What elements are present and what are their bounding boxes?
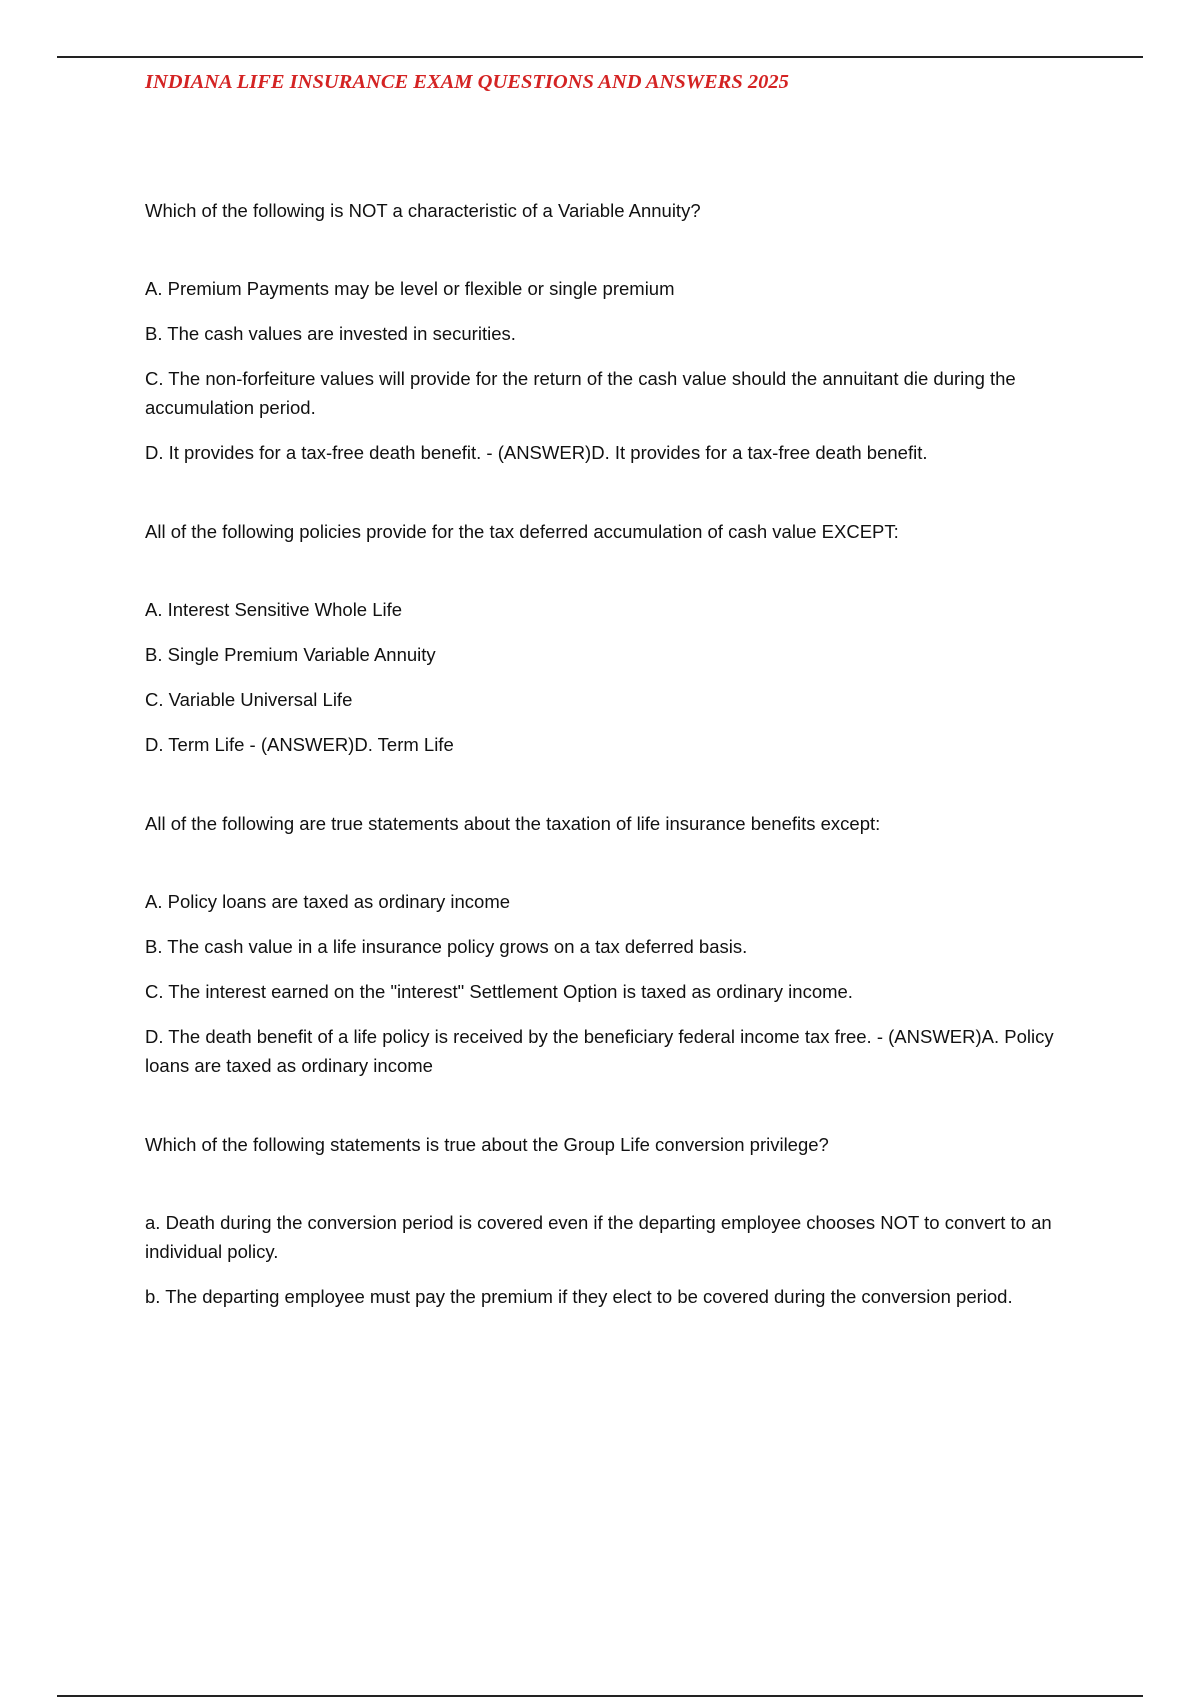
answer-options xyxy=(145,887,1090,1080)
option-c: C. Variable Universal Life xyxy=(145,689,353,710)
question-text: Which of the following statements is true about the Group Life conversion privilege? xyxy=(145,1134,829,1155)
bottom-divider xyxy=(57,1695,1143,1697)
question-2 xyxy=(145,517,1090,759)
question-text: All of the following policies provide for the tax deferred accumulation of cash value EXCEPT: xyxy=(145,521,899,542)
document-body xyxy=(145,196,1090,1311)
option-a: a. Death during the conversion period is covered even if the departing employee chooses NOT to convert to an individual policy. xyxy=(145,1212,1052,1262)
option-b: B. Single Premium Variable Annuity xyxy=(145,644,436,665)
option-a: A. Premium Payments may be level or flexible or single premium xyxy=(145,278,675,299)
option-d: D. The death benefit of a life policy is received by the beneficiary federal income tax free. - (ANSWER)A. Policy loans are taxed as ordinary income xyxy=(145,1026,1054,1076)
option-c: C. The non-forfeiture values will provide for the return of the cash value should the annuitant die during the accumulation period. xyxy=(145,368,1016,418)
question-1 xyxy=(145,196,1090,467)
answer-options xyxy=(145,274,1090,467)
question-3 xyxy=(145,809,1090,1080)
document-title: INDIANA LIFE INSURANCE EXAM QUESTIONS AND ANSWERS 2025 xyxy=(145,71,789,93)
option-b: B. The cash values are invested in securities. xyxy=(145,323,516,344)
option-d: D. Term Life - (ANSWER)D. Term Life xyxy=(145,734,454,755)
top-divider xyxy=(57,56,1143,58)
option-d: D. It provides for a tax-free death benefit. - (ANSWER)D. It provides for a tax-free death benefit. xyxy=(145,442,928,463)
option-a: A. Interest Sensitive Whole Life xyxy=(145,599,403,620)
question-text: Which of the following is NOT a characteristic of a Variable Annuity? xyxy=(145,200,701,221)
question-text: All of the following are true statements about the taxation of life insurance benefits except: xyxy=(145,813,881,834)
option-c: C. The interest earned on the "interest" Settlement Option is taxed as ordinary income. xyxy=(145,981,853,1002)
answer-options xyxy=(145,1208,1090,1311)
answer-options xyxy=(145,595,1090,759)
option-b: b. The departing employee must pay the premium if they elect to be covered during the conversion period. xyxy=(145,1286,1013,1307)
option-b: B. The cash value in a life insurance policy grows on a tax deferred basis. xyxy=(145,936,748,957)
option-a: A. Policy loans are taxed as ordinary income xyxy=(145,891,511,912)
question-4 xyxy=(145,1130,1090,1311)
